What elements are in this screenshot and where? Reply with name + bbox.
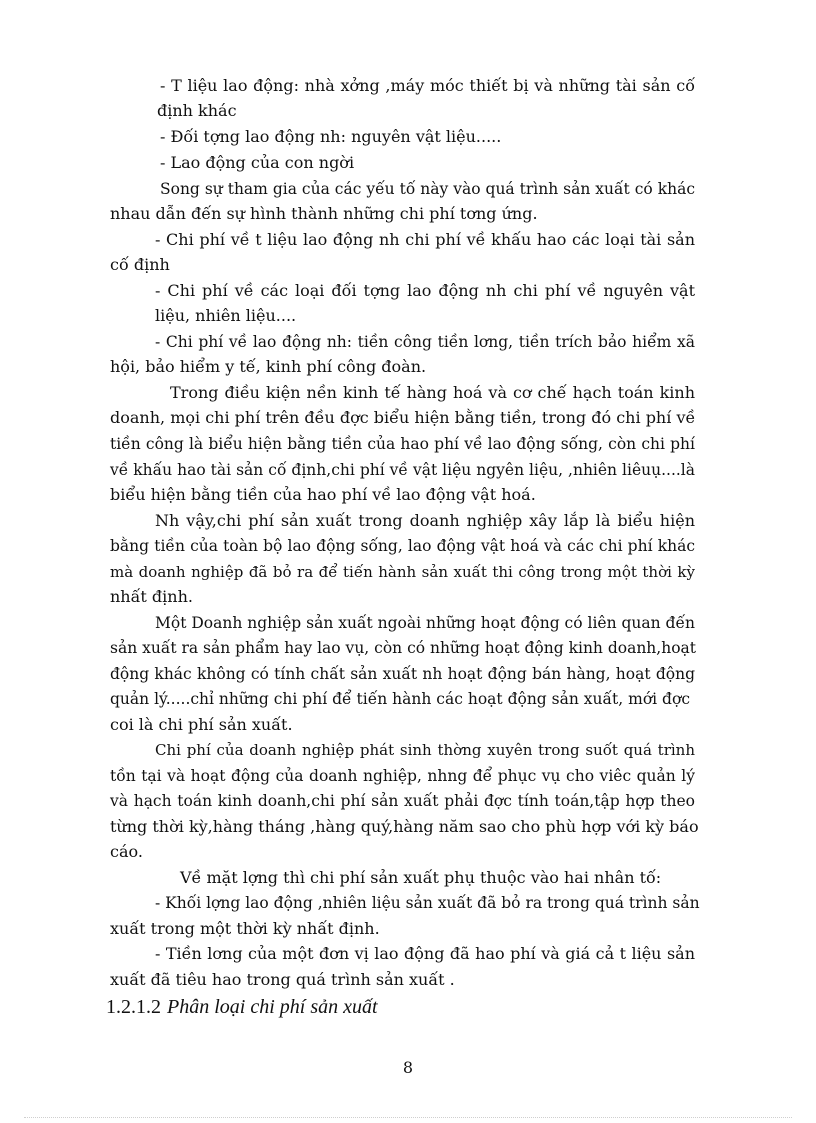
text-line: quản lý.....chỉ những chi phí để tiến hành các hoạt động sản xuất, mới đợc: [110, 690, 690, 708]
text-line: tiền công là biểu hiện bằng tiền của hao phí về lao động sống, còn chi phí: [110, 435, 695, 453]
section-number: 1.2.1.2: [106, 996, 161, 1018]
text-line: hội, bảo hiểm y tế, kinh phí công đoàn.: [110, 357, 427, 376]
text-line: nhau dẫn đến sự hình thành những chi phí tơng ứng.: [110, 204, 538, 223]
text-line: xuất trong một thời kỳ nhất định.: [110, 919, 380, 938]
text-line: - Đối tợng lao động nh: nguyên vật liệu.....: [160, 127, 502, 146]
text-line: xuất đã tiêu hao trong quá trình sản xuất .: [110, 970, 455, 989]
text-line: định khác: [157, 101, 237, 120]
text-line: cố định: [110, 255, 170, 274]
text-line: Nh vậy,chi phí sản xuất trong doanh nghiệp xây lắp là biểu hiện: [155, 511, 695, 530]
text-line: từng thời kỳ,hàng tháng ,hàng quý,hàng năm sao cho phù hợp với kỳ báo: [110, 817, 699, 836]
text-line: và hạch toán kinh doanh,chi phí sản xuất phải đợc tính toán,tập hợp theo: [110, 792, 695, 810]
text-line: - T liệu lao động: nhà xởng ,máy móc thiết bị và những tài sản cố: [160, 76, 695, 95]
text-line: Một Doanh nghiệp sản xuất ngoài những hoạt động có liên quan đến: [155, 614, 695, 632]
text-line: - Tiền lơng của một đơn vị lao động đã hao phí và giá cả t liệu sản: [155, 944, 695, 963]
text-line: Song sự tham gia của các yếu tố này vào quá trình sản xuất có khác: [160, 180, 695, 198]
text-line: coi là chi phí sản xuất.: [110, 715, 293, 734]
page-number: 8: [402, 1058, 414, 1077]
text-line: cáo.: [110, 842, 143, 861]
section-heading: [106, 995, 378, 1019]
text-line: bằng tiền của toàn bộ lao động sống, lao động vật hoá và các chi phí khác: [110, 537, 695, 555]
text-line: nhất định.: [110, 587, 193, 606]
text-line: - Khối lợng lao động ,nhiên liệu sản xuất đã bỏ ra trong quá trình sản: [155, 894, 700, 912]
text-line: - Lao động của con ngời: [160, 153, 355, 172]
text-line: Chi phí của doanh nghiệp phát sinh thờng xuyên trong suốt quá trình: [155, 741, 695, 759]
text-line: mà doanh nghiệp đã bỏ ra để tiến hành sản xuất thi công trong một thời kỳ: [110, 563, 695, 581]
text-line: liệu, nhiên liệu....: [155, 306, 297, 325]
text-line: doanh, mọi chi phí trên đều đợc biểu hiện bằng tiền, trong đó chi phí về: [110, 408, 696, 427]
text-line: - Chi phí về lao động nh: tiền công tiền lơng, tiền trích bảo hiểm xã: [155, 333, 695, 351]
section-title: Phân loại chi phí sản xuất: [167, 996, 378, 1018]
text-line: Trong điều kiện nền kinh tế hàng hoá và cơ chế hạch toán kinh: [170, 383, 695, 402]
text-line: sản xuất ra sản phẩm hay lao vụ, còn có những hoạt động kinh doanh,hoạt: [110, 639, 697, 657]
text-line: biểu hiện bằng tiền của hao phí về lao động vật hoá.: [110, 485, 536, 504]
text-line: Về mặt lợng thì chi phí sản xuất phụ thuộc vào hai nhân tố:: [180, 868, 662, 887]
text-line: - Chi phí về t liệu lao động nh chi phí về khấu hao các loại tài sản: [155, 230, 695, 249]
text-line: về khấu hao tài sản cố định,chi phí về vật liệu ngyên liệu, ,nhiên liêuụ....là: [110, 461, 695, 479]
text-line: tồn tại và hoạt động của doanh nghiệp, nhng để phục vụ cho viêc quản lý: [110, 767, 695, 785]
text-line: - Chi phí về các loại đối tợng lao động nh chi phí về nguyên vật: [155, 281, 695, 300]
page-bottom-divider: [24, 1117, 792, 1118]
text-line: động khác không có tính chất sản xuất nh hoạt động bán hàng, hoạt động: [110, 665, 695, 683]
